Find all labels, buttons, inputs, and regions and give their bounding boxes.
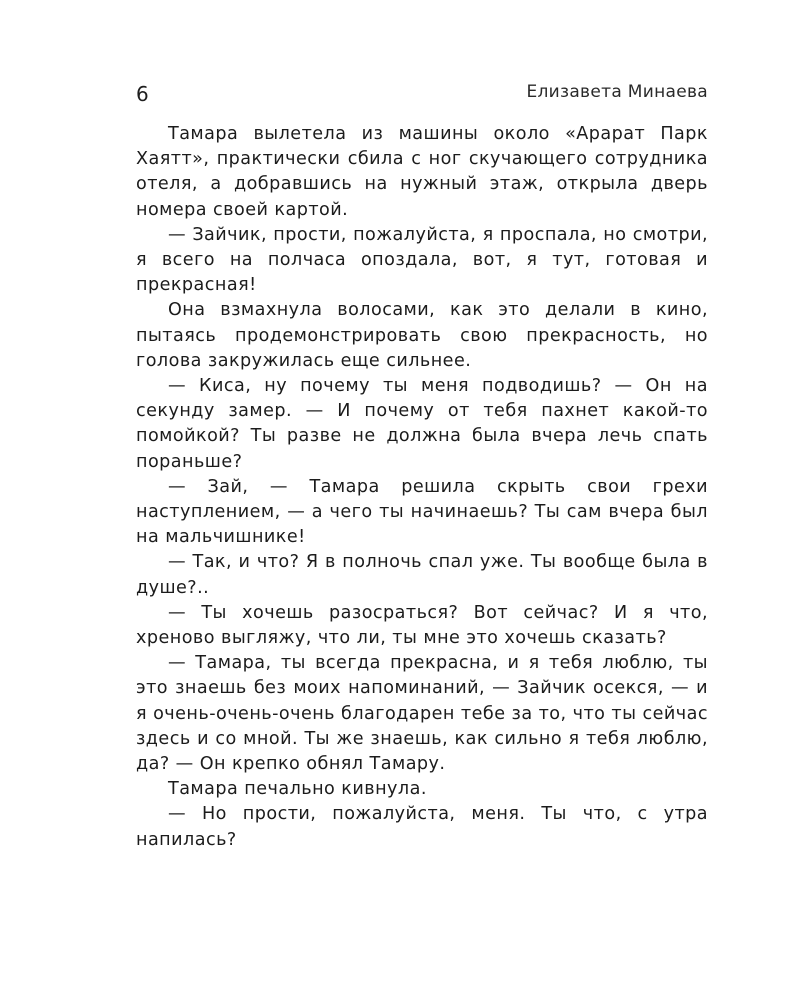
paragraph: — Но прости, пожалуйста, меня. Ты что, с утра напилась?: [136, 804, 708, 850]
paragraph: — Тамара, ты всегда прекрасна, и я тебя люблю, ты это знаешь без моих напоминаний, — Зайчик осекся, — и я очень-очень-очень благодарен тебе за то, что ты сейчас здесь и со мной. Ты же знаешь, как сильно я тебя люблю, да? — Он крепко обнял Тамару.: [136, 653, 708, 775]
paragraph: — Ты хочешь разосраться? Вот сейчас? И я что, хреново выгляжу, что ли, ты мне это хочешь сказать?: [136, 602, 708, 649]
running-head-author: Елизавета Минаева: [526, 82, 708, 102]
paragraph: — Зай, — Тамара решила скрыть свои грехи наступлением, — а чего ты начинаешь? Ты сам вчера был на мальчишнике!: [136, 476, 708, 548]
paragraph: Тамара печально кивнула.: [168, 779, 427, 800]
page-header: [136, 82, 708, 112]
paragraph: Тамара вылетела из машины около «Арарат Парк Хаятт», практически сбила с ног скучающего сотрудника отеля, а добравшись на нужный этаж, открыла дверь номера своей картой.: [136, 124, 708, 220]
body-text: [136, 122, 708, 853]
paragraph: — Киса, ну почему ты меня подводишь? — Он на секунду замер. — И почему от тебя пахнет какой-то помойкой? Ты разве не должна была вчера лечь спать пораньше?: [136, 376, 708, 472]
page-number: 6: [136, 82, 150, 106]
paragraph: Она взмахнула волосами, как это делали в кино, пытаясь продемонстрировать свою прекрасность, но голова закружилась еще сильнее.: [136, 300, 708, 371]
paragraph: — Так, и что? Я в полночь спал уже. Ты вообще была в душе?..: [136, 552, 708, 598]
paragraph: — Зайчик, прости, пожалуйста, я проспала, но смотри, я всего на полчаса опоздала, вот, я тут, готовая и прекрасная!: [136, 224, 708, 296]
